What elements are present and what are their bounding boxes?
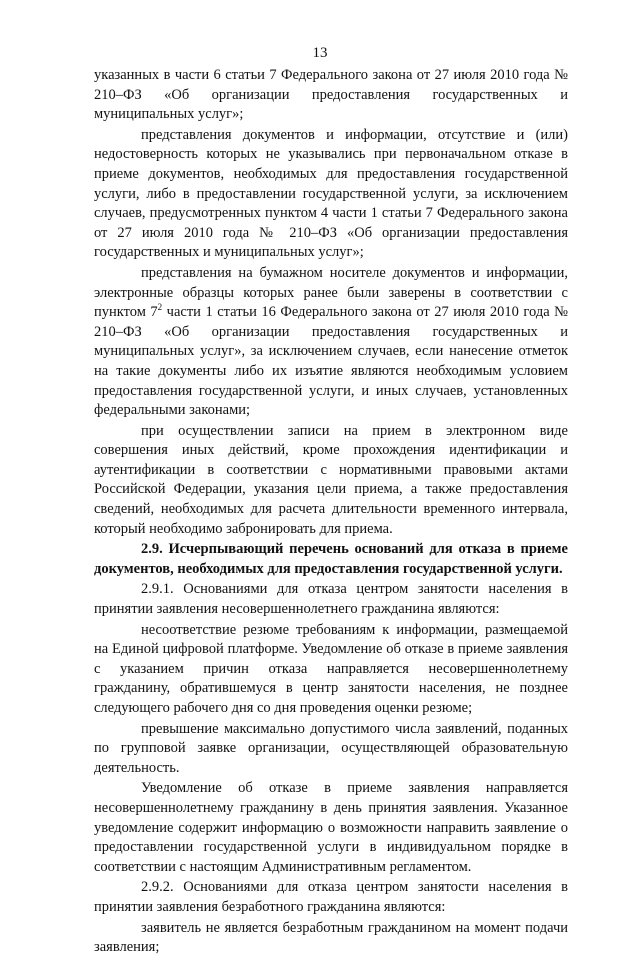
document-body [94, 66, 568, 959]
paragraph-exceeding-limit: превышение максимально допустимого числа заявлений, поданных по групповой заявке организации, осуществляющей образовательную деятельность. [94, 720, 568, 776]
paragraph-2-9-1: 2.9.1. Основаниями для отказа центром занятости населения в принятии заявления несовершеннолетнего гражданина являются: [94, 581, 568, 618]
paragraph-paper-documents [94, 264, 568, 421]
paragraph-resume-mismatch: несоответствие резюме требованиям к информации, размещаемой на Единой цифровой платформе. Уведомление об отказе в приеме заявления с указанием причин отказа направляется несовершеннолетнему гражданину, обратившемуся в центр занятости населения, не позднее следующего рабочего дня со дня проведения оценки резюме; [94, 621, 568, 716]
paragraph-not-unemployed: заявитель не является безработным гражданином на момент подачи заявления; [94, 919, 568, 956]
superscript-2: 2 [157, 302, 163, 313]
paragraph-paper-documents-part2: части 1 статьи 16 Федерального закона от 27 июля 2010 года № 210–ФЗ «Об организации предоставления государственных и муниципальных услуг», за исключением случаев, если нанесение отметок на такие документы либо их изъятие являются необходимым условием предоставления государственной услуги, и иных случаев, установленных федеральными законами; [94, 304, 568, 419]
paragraph-paper-documents-part1: представления на бумажном носителе документов и информации, электронные образцы которых ранее были заверены в соответствии с пунктом 7 [94, 264, 568, 321]
paragraph-notification: Уведомление об отказе в приеме заявления направляется несовершеннолетнему гражданину в день принятия заявления. Указанное уведомление содержит информацию о возможности направить заявление о предоставлении государственной услуги в индивидуальном порядке в соответствии с настоящим Административным регламентом. [94, 780, 568, 875]
paragraph-documents-absence: представления документов и информации, отсутствие и (или) недостоверность которых не указывались при первоначальном отказе в приеме документов, необходимых для предоставления государственной услуги, либо в предоставлении государственной услуги, за исключением случаев, предусмотренных пунктом 4 части 1 статьи 7 Федерального закона от 27 июля 2010 года № 210–ФЗ «Об организации предоставления государственных и муниципальных услуг»; [94, 126, 568, 261]
section-heading-2-9: 2.9. Исчерпывающий перечень оснований для отказа в приеме документов, необходимых для предоставления государственной услуги. [94, 541, 568, 577]
paragraph-electronic-booking: при осуществлении записи на прием в электронном виде совершения иных действий, кроме прохождения идентификации и аутентификации в соответствии с нормативными правовыми актами Российской Федерации, указания цели приема, а также предоставления сведений, необходимых для расчета длительности временного интервала, который необходимо забронировать для приема. [94, 422, 568, 537]
paragraph-law-reference: указанных в части 6 статьи 7 Федерального закона от 27 июля 2010 года № 210–ФЗ «Об организации предоставления государственных и муниципальных услуг»; [94, 67, 568, 123]
page-number: 13 [312, 45, 328, 61]
paragraph-2-9-2: 2.9.2. Основаниями для отказа центром занятости населения в принятии заявления безработного гражданина являются: [94, 879, 568, 915]
